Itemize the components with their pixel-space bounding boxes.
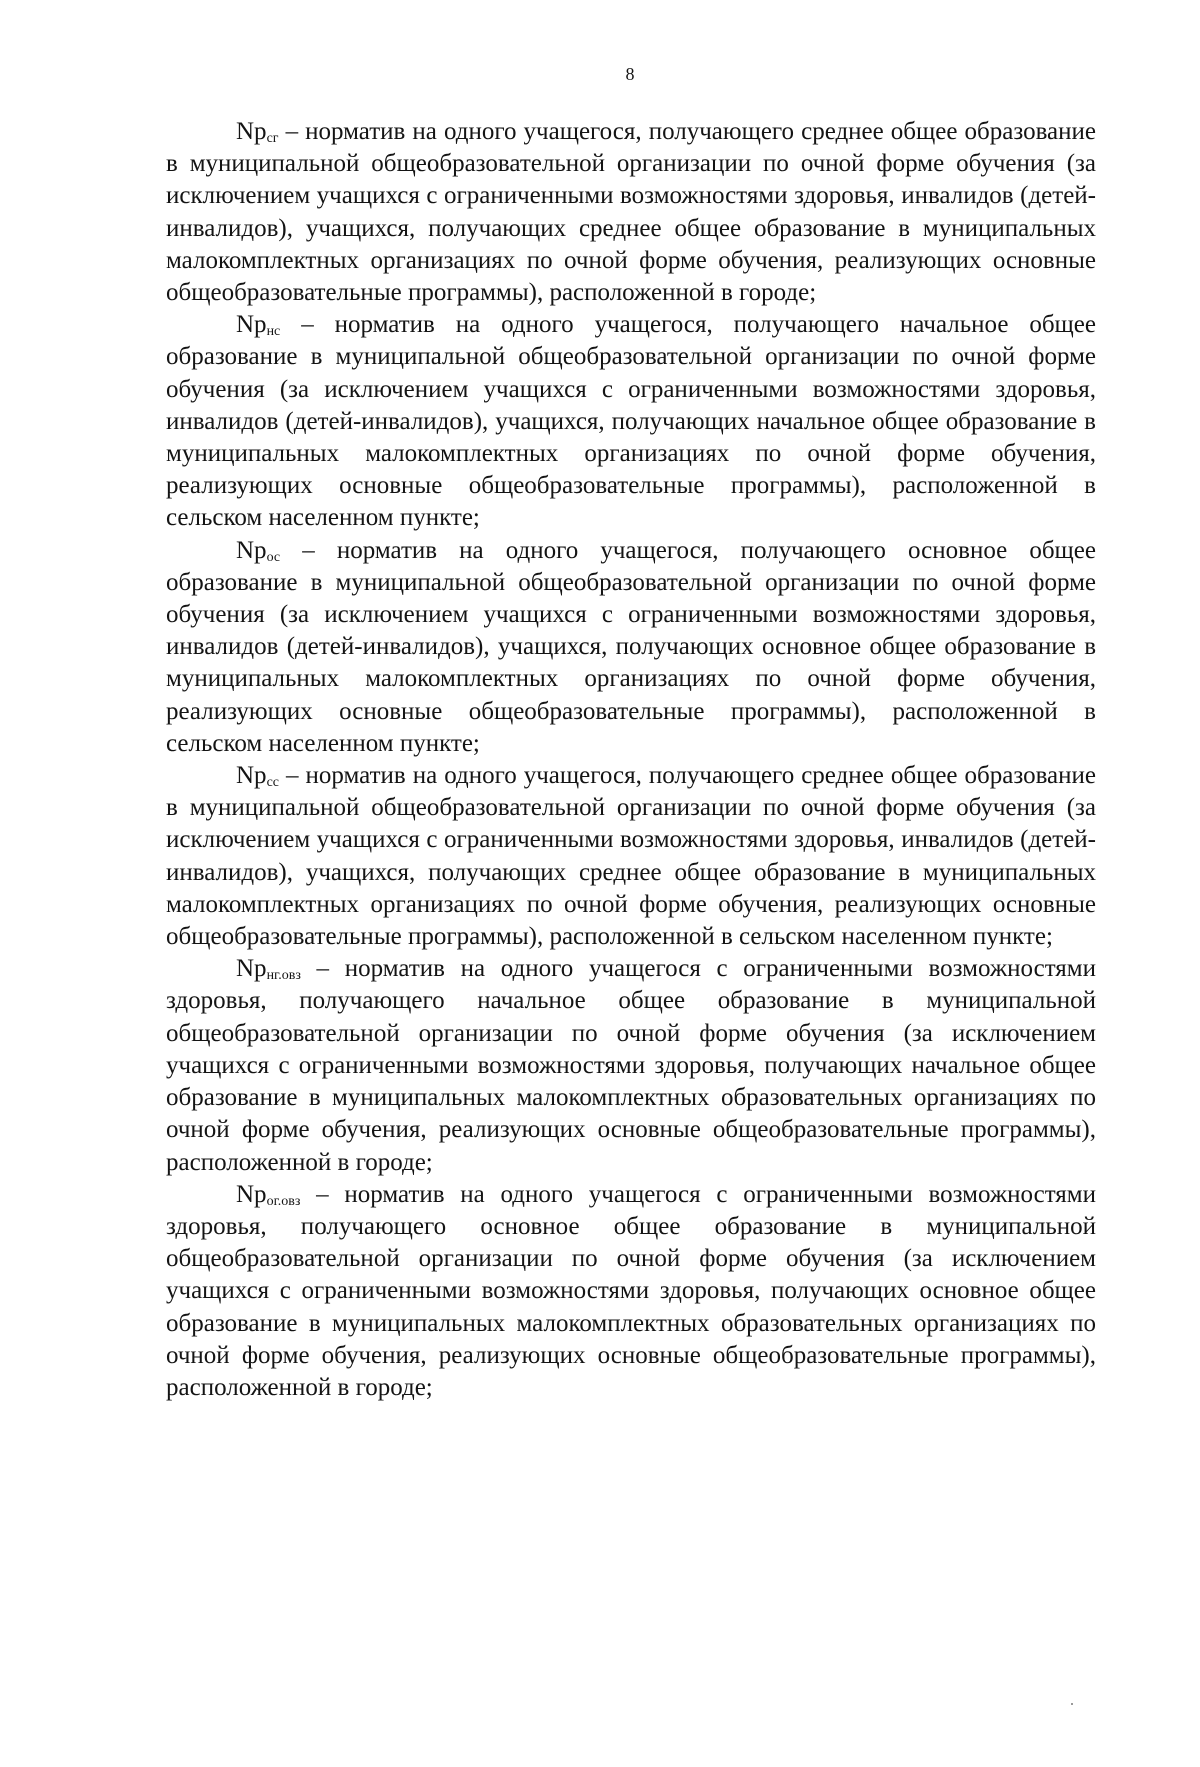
definition-text: норматив на одного учащегося, получающего среднее общее образование в муниципальной общеобразовательной организации по очной форме обучения (за исключением учащихся с ограниченными возможностями здоровья, инвалидов (детей-инвалидов), учащихся, получающих среднее общее образование в муниципальных малокомплектных организациях по очной форме обучения, реализующих основные общеобразовательные программы), расположенной в сельском населенном пункте; bbox=[166, 762, 1096, 951]
symbol-base: Np bbox=[236, 762, 267, 790]
symbol-subscript: сс bbox=[266, 775, 279, 791]
definition-paragraph bbox=[166, 760, 1096, 953]
formula-symbol bbox=[236, 762, 279, 789]
definition-dash: – bbox=[280, 311, 335, 339]
definition-dash: – bbox=[280, 536, 337, 564]
symbol-base: Np bbox=[236, 118, 267, 145]
definition-paragraph bbox=[166, 116, 1096, 309]
formula-symbol bbox=[236, 118, 279, 145]
definition-dash: – bbox=[300, 1180, 345, 1208]
definition-dash: – bbox=[278, 118, 306, 145]
document-body bbox=[166, 116, 1096, 1404]
symbol-subscript: нс bbox=[266, 324, 281, 340]
definition-dash: – bbox=[300, 955, 345, 983]
symbol-subscript: сг bbox=[266, 131, 279, 146]
symbol-subscript: нг.овз bbox=[266, 968, 301, 984]
formula-symbol bbox=[236, 955, 301, 982]
formula-symbol bbox=[236, 1181, 300, 1208]
symbol-base: Np bbox=[236, 955, 267, 983]
page-number: 8 bbox=[625, 64, 635, 84]
symbol-base: Np bbox=[236, 536, 267, 564]
definition-text: норматив на одного учащегося, получающего начальное общее образование в муниципальной общеобразовательной организации по очной форме обучения (за исключением учащихся с ограниченными возможностями здоровья, инвалидов (детей-инвалидов), учащихся, получающих начальное общее образование в муниципальных малокомплектных организациях по очной форме обучения, реализующих основные общеобразовательные программы), расположенной в сельском населенном пункте; bbox=[166, 311, 1096, 532]
formula-symbol bbox=[236, 311, 280, 338]
definition-dash: – bbox=[279, 762, 306, 790]
definition-text: норматив на одного учащегося, получающего среднее общее образование в муниципальной общеобразовательной организации по очной форме обучения (за исключением учащихся с ограниченными возможностями здоровья, инвалидов (детей-инвалидов), учащихся, получающих среднее общее образование в муниципальных малокомплектных организациях по очной форме обучения, реализующих основные общеобразовательные программы), расположенной в городе; bbox=[166, 118, 1097, 307]
formula-symbol bbox=[236, 537, 280, 564]
definition-paragraph bbox=[166, 309, 1096, 534]
scan-speck bbox=[1071, 1703, 1073, 1705]
symbol-base: Np bbox=[236, 1180, 267, 1208]
definition-text: норматив на одного учащегося с ограниченными возможностями здоровья, получающего основное общее образование в муниципальной общеобразовательной организации по очной форме обучения (за исключением учащихся с ограниченными возможностями здоровья, получающих основное общее образование в муниципальных малокомплектных образовательных организациях по очной форме обучения, реализующих основные общеобразовательные программы), расположенной в городе; bbox=[166, 1180, 1097, 1401]
definition-text: норматив на одного учащегося, получающего основное общее образование в муниципальной общеобразовательной организации по очной форме обучения (за исключением учащихся с ограниченными возможностями здоровья, инвалидов (детей-инвалидов), учащихся, получающих основное общее образование в муниципальных малокомплектных организациях по очной форме обучения, реализующих основные общеобразовательные программы), расположенной в сельском населенном пункте; bbox=[166, 536, 1096, 757]
symbol-subscript: ог.овз bbox=[266, 1193, 301, 1209]
symbol-base: Np bbox=[236, 311, 267, 339]
symbol-subscript: ос bbox=[266, 549, 281, 565]
definition-paragraph bbox=[166, 953, 1096, 1178]
definition-paragraph bbox=[166, 1179, 1096, 1404]
definition-paragraph bbox=[166, 535, 1096, 760]
definition-text: норматив на одного учащегося с ограниченными возможностями здоровья, получающего начальное общее образование в муниципальной общеобразовательной организации по очной форме обучения (за исключением учащихся с ограниченными возможностями здоровья, получающих начальное общее образование в муниципальных малокомплектных образовательных организациях по очной форме обучения, реализующих основные общеобразовательные программы), расположенной в городе; bbox=[166, 955, 1096, 1176]
